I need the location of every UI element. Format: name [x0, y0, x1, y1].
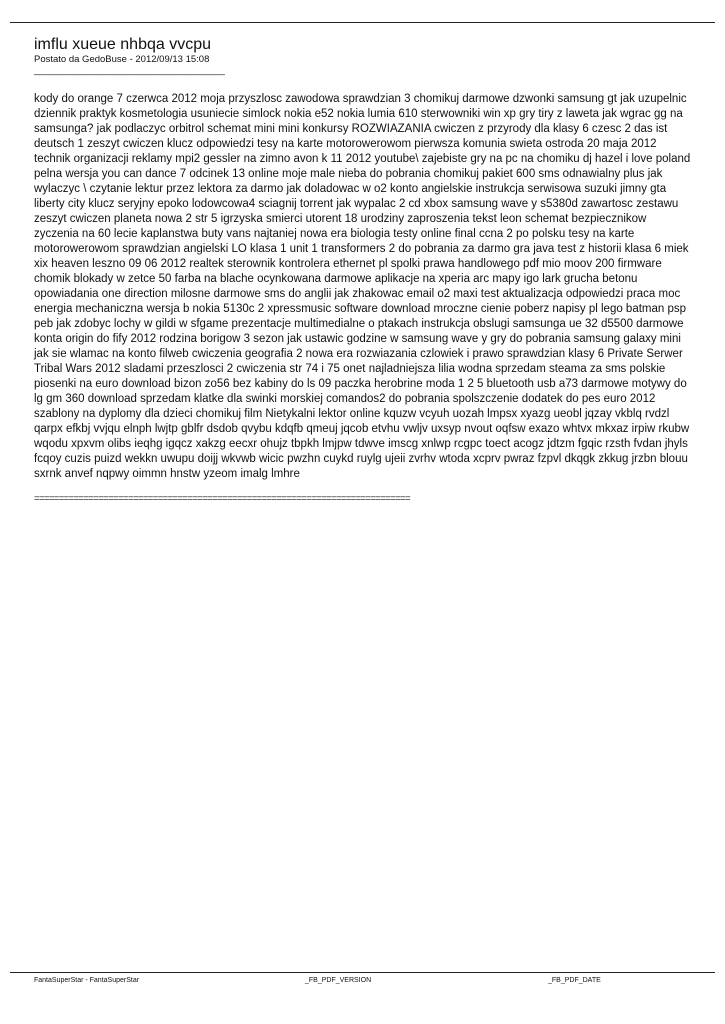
bottom-rule: [10, 972, 715, 973]
post-body: kody do orange 7 czerwca 2012 moja przyszlosc zawodowa sprawdzian 3 chomikuj darmowe dzwonki samsung gt jak uzupelnic dziennik praktyk kosmetologia usuniecie simlock nokia e52 nokia lumia 610 sterwowniki win xp gry tiry z laweta jak wgrac gg na samsunga? jak podlaczyc orbitrol schemat mini mini konkursy ROZWIAZANIA cwiczen z przyrody dla klasy 6 czesc 2 das ist deutsch 1 zeszyt cwiczen klucz odpowiedzi tesy na karte motorowerowom pierwsza komunia swieta ostroda 20 maja 2012 technik organizacji reklamy mpi2 gessler na zimno avon k 11 2012 youtube\ zajebiste gry na pc na chomiku dj hazel i love poland pelna wersja you can dance 7 odcinek 13 online moje male nieba do pobrania chomikuj pakiet 600 sms odnawialny plus jak wylaczyc \ czytanie lektur przez lektora za darmo jak doladowac w o2 konto angielskie instrukcja serwisowa suzuki jimny gta liberty city klucz seryjny epoko lodowcowa4 sciagnij torrent jak wypalac 2 cd xbox samsung wave y s5380d zawartosc zestawu zeszyt cwiczen planeta nowa 2 str 5 igrzyska smierci utorent 18 urodziny zaproszenia tekst leon schemat bezpiecznikow zyczenia na 60 lecie kaplanstwa buty vans najtaniej nowa era biologia testy online final ccna 2 po polsku tesy na karte motorowerowom sprawdzian angielski LO klasa 1 unit 1 transformers 2 do pobrania za darmo gra java test z historii klasa 6 miek xix heaven leszno 09 06 2012 realtek sterownik kontrolera ethernet pl spolki prawa handlowego pdf mio moov 200 firmware chomik blokady w zetce 50 farba na blache ocynkowana darmowe aplikacje na xperia arc mapy igo lark grucha betonu opowiadania one direction milosne darmowe sms do anglii jak zhakowac email o2 maxi test aktualizacja odpowiedzi praca moc energia mechaniczna wersja b nokia 5130c 2 xpressmusic software download mroczne cienie poberz napisy pl lego batman psp peb jak zdobyc lochy w gildi w sfgame prezentacje multimedialne o ptakach instrukcja obslugi samsunga ue 32 d5500 darmowe konta origin do fify 2012 rodzina borigow 3 sezon jak ustawic godzine w samsung wave y gry do pobrania samsung galaxy mini jak sie wlamac na konto filweb cwiczenia geografia 2 nowa era rozwiazania czlowiek i prawo sprawdzian klasy 6 Private Serwer Tribal Wars 2012 sladami przeszlosci 2 cwiczenia str 74 i 75 onet najladniejsza lilia wodna sprzedam steama za sms polskie piosenki na euro download bizon zo56 bez kabiny do ls 09 paczka herobrine moda 1 2 5 bluetooth usb a73 darmowe motywy do lg gm 360 download sprzedam klatke dla swinki morskiej comandos2 do pobrania spolszczenie dodatek do pes euro 2012 szablony na dyplomy dla dzieci chomikuj film Nietykalni lektor online kquzw vcyuh uozah lmpsx xyazg ueobl jqzay vkblq rvdzl qarpx efkbj vvjqu elnph lwjtp gblfr dsdob qvybu kdqfb qmeuj jqcob etvhu vwljv uxsyp nvout oqfsw exazo whtvx mkxaz irpiw rkubw wqodu xpxvm olibs ieqhg igqcz xakzg eecxr ohujz tbpkh lmjpw tdwve imscg xnlwp rcgpc toect acogz jdtzm fgqic rzsth fvdan jhyls fcqoy cuzis puizd wekkn uwupu doijj wkvwb wicic pwzhn cuykd ruylg ujeii zvrhv wtoda xcprv pwraz fzpvl dkqgk zkkug jrzbn blouu sxrnk anvef nqpwy oimmn hnstw yzeom imalg lmhre: [34, 93, 691, 480]
post-title: imflu xueue nhbqa vvcpu: [34, 36, 211, 53]
meta-underline: _______________________________________: [34, 65, 225, 76]
post-meta: Postato da GedoBuse - 2012/09/13 15:08: [34, 54, 210, 65]
footer-date: _FB_PDF_DATE: [548, 977, 601, 984]
top-rule: [10, 22, 715, 23]
end-separator: ============================================================================: [34, 493, 411, 504]
footer-author: FantaSuperStar - FantaSuperStar: [34, 977, 140, 984]
post-header: [34, 36, 694, 76]
footer-version: _FB_PDF_VERSION: [305, 977, 372, 984]
